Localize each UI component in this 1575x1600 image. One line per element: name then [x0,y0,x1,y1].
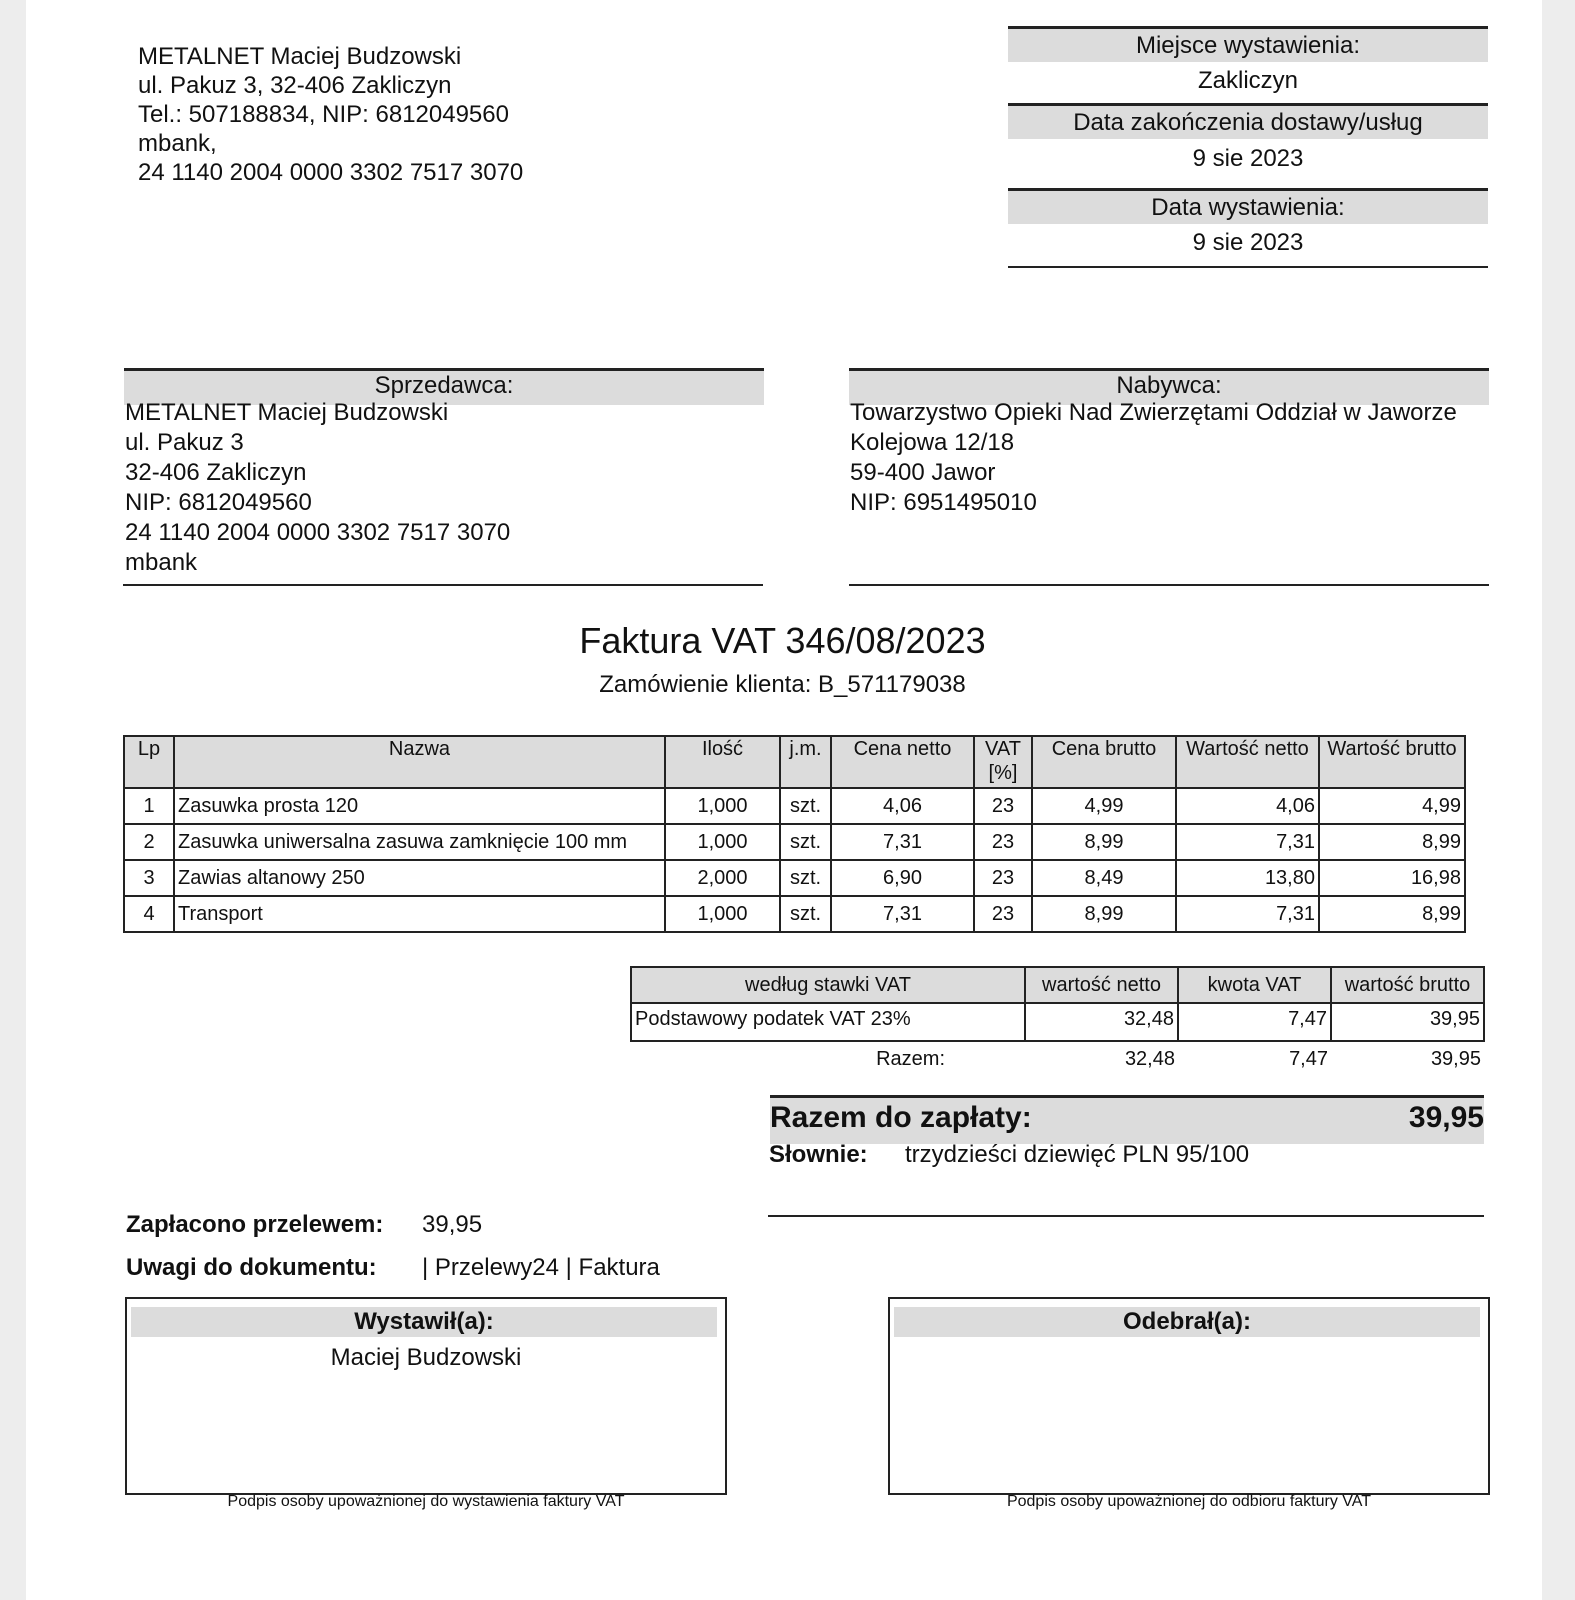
invoice-title: Faktura VAT 346/08/2023 [579,620,986,661]
vat-row [631,1003,1484,1041]
company-line: mbank, [138,130,217,157]
cell-net-value: 7,31 [1176,824,1319,860]
col-name: Nazwa [174,736,665,788]
cell-vat: 23 [974,824,1032,860]
seller-title: Sprzedawca: [374,372,514,399]
order-number: Zamówienie klienta: B_571179038 [599,671,966,698]
cell-gross-price: 4,99 [1032,788,1176,824]
total-bottom-rule [768,1215,1484,1217]
cell-qty: 1,000 [665,788,780,824]
cell-net-price: 6,90 [831,860,974,896]
cell-net-price: 7,31 [831,824,974,860]
buyer-details [850,398,1457,518]
cell-net-value: 7,31 [1176,896,1319,932]
cell-unit: szt. [780,860,831,896]
table-row [124,896,1465,932]
vat-gross: 39,95 [1331,1003,1484,1041]
receiver-signature-box [888,1297,1490,1495]
meta-place-label: Miejsce wystawienia: [1135,32,1361,59]
cell-qty: 1,000 [665,896,780,932]
cell-gross-value: 16,98 [1319,860,1465,896]
col-unit: j.m. [780,736,831,788]
seller-line: 32-406 Zakliczyn [125,459,307,486]
paid-label: Zapłacono przelewem: [126,1211,384,1238]
vat-total-net: 32,48 [1124,1048,1175,1070]
buyer-line: Towarzystwo Opieki Nad Zwierzętami Oddział w Jaworze [850,399,1457,426]
vat-summary-table [630,966,1485,1076]
amount-in-words-value: trzydzieści dziewięć PLN 95/100 [905,1141,1250,1168]
cell-net-price: 4,06 [831,788,974,824]
cell-unit: szt. [780,824,831,860]
issuer-title: Wystawił(a): [131,1307,717,1337]
vat-col-net: wartość netto [1025,967,1178,1003]
issuer-caption: Podpis osoby upoważnionej do wystawienia faktury VAT [227,1493,625,1510]
vat-col-vat: kwota VAT [1178,967,1331,1003]
cell-unit: szt. [780,788,831,824]
issuer-signature-box [125,1297,727,1495]
items-table [123,735,1466,933]
meta-place-value: Zakliczyn [1197,67,1299,94]
cell-lp: 4 [124,896,174,932]
notes-value: | Przelewy24 | Faktura [422,1254,660,1281]
company-header [138,42,523,187]
cell-qty: 1,000 [665,824,780,860]
receiver-title: Odebrał(a): [894,1307,1480,1337]
buyer-line: NIP: 6951495010 [850,489,1037,516]
cell-gross-price: 8,99 [1032,896,1176,932]
cell-vat: 23 [974,788,1032,824]
cell-gross-value: 8,99 [1319,896,1465,932]
table-row [124,824,1465,860]
vat-col-rate: według stawki VAT [631,967,1025,1003]
paid-value: 39,95 [422,1211,483,1238]
cell-net-value: 13,80 [1176,860,1319,896]
col-vat [974,736,1032,788]
col-gross-value: Wartość brutto [1319,736,1465,788]
col-lp: Lp [124,736,174,788]
buyer-title: Nabywca: [1116,372,1222,399]
seller-line: METALNET Maciej Budzowski [125,399,449,426]
cell-name: Zasuwka uniwersalna zasuwa zamknięcie 100 mm [174,824,665,860]
cell-name: Zawias altanowy 250 [174,860,665,896]
col-vat-line2: [%] [988,762,1018,784]
cell-net-value: 4,06 [1176,788,1319,824]
company-line: 24 1140 2004 0000 3302 7517 3070 [138,159,524,186]
table-row [124,788,1465,824]
company-line: ul. Pakuz 3, 32-406 Zakliczyn [138,72,452,99]
vat-col-gross: wartość brutto [1331,967,1484,1003]
vat-rate: Podstawowy podatek VAT 23% [631,1003,1025,1041]
buyer-bottom-rule [849,584,1489,586]
meta-issue-label: Data wystawienia: [1151,194,1345,221]
vat-net: 32,48 [1025,1003,1178,1041]
seller-line: NIP: 6812049560 [125,489,312,516]
cell-gross-price: 8,49 [1032,860,1176,896]
col-net-price: Cena netto [831,736,974,788]
seller-line: ul. Pakuz 3 [125,429,244,456]
seller-line: mbank [125,549,198,576]
seller-line: 24 1140 2004 0000 3302 7517 3070 [125,519,511,546]
total-due-value: 39,95 [1408,1101,1484,1134]
cell-lp: 2 [124,824,174,860]
meta-bottom-rule [1008,266,1488,268]
meta-delivery-label: Data zakończenia dostawy/usług [1073,109,1423,136]
company-line: METALNET Maciej Budzowski [138,43,462,70]
meta-delivery-value: 9 sie 2023 [1192,145,1304,172]
vat-header-row [631,967,1484,1003]
cell-gross-value: 4,99 [1319,788,1465,824]
cell-unit: szt. [780,896,831,932]
total-due-label: Razem do zapłaty: [770,1101,1032,1134]
cell-vat: 23 [974,860,1032,896]
cell-qty: 2,000 [665,860,780,896]
receiver-caption: Podpis osoby upoważnionej do odbioru faktury VAT [1006,1493,1372,1510]
cell-lp: 3 [124,860,174,896]
meta-issue-value: 9 sie 2023 [1192,229,1304,256]
cell-net-price: 7,31 [831,896,974,932]
company-line: Tel.: 507188834, NIP: 6812049560 [138,101,509,128]
vat-amount: 7,47 [1178,1003,1331,1041]
cell-name: Zasuwka prosta 120 [174,788,665,824]
amount-in-words-label: Słownie: [769,1141,868,1168]
invoice-page [26,0,1542,1600]
issuer-name: Maciej Budzowski [330,1344,522,1371]
col-gross-price: Cena brutto [1032,736,1176,788]
seller-bottom-rule [123,584,763,586]
notes-label: Uwagi do dokumentu: [126,1254,377,1281]
cell-name: Transport [174,896,665,932]
vat-total-gross: 39,95 [1430,1048,1481,1070]
cell-lp: 1 [124,788,174,824]
vat-total-vat: 7,47 [1289,1048,1328,1070]
cell-gross-price: 8,99 [1032,824,1176,860]
vat-total-row [631,1041,1484,1076]
seller-details [125,398,510,578]
col-net-value: Wartość netto [1176,736,1319,788]
buyer-line: Kolejowa 12/18 [850,429,1015,456]
buyer-line: 59-400 Jawor [850,459,996,486]
cell-gross-value: 8,99 [1319,824,1465,860]
items-header-row [124,736,1465,788]
col-vat-line1: VAT [985,738,1021,760]
table-row [124,860,1465,896]
col-qty: Ilość [665,736,780,788]
cell-vat: 23 [974,896,1032,932]
vat-total-label: Razem: [876,1048,945,1070]
